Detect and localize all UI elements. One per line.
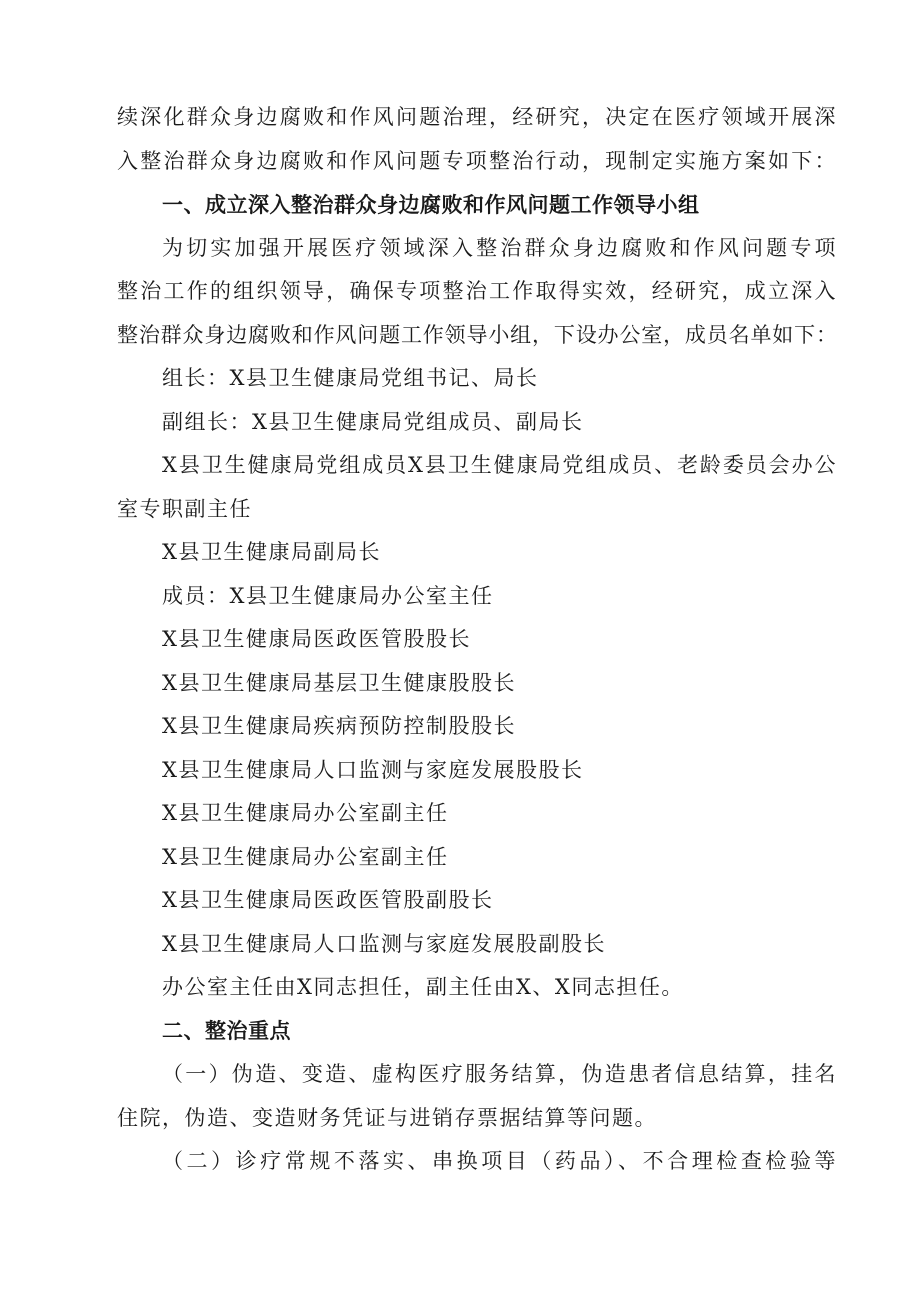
list-item-member: X县卫生健康局人口监测与家庭发展股副股长 (162, 932, 606, 956)
body-text-line: 续深化群众身边腐败和作风问题治理，经研究，决定在医疗领域开展深 (117, 105, 837, 129)
section-heading-1: 一、成立深入整治群众身边腐败和作风问题工作领导小组 (162, 193, 700, 217)
list-item-member: X县卫生健康局副局长 (162, 540, 381, 564)
list-item-member: X县卫生健康局基层卫生健康股股长 (162, 671, 516, 695)
body-text-line: （一）伪造、变造、虚构医疗服务结算，伪造患者信息结算，挂名 (162, 1062, 837, 1086)
body-text-line: （二）诊疗常规不落实、串换项目（药品）、不合理检查检验等 (162, 1149, 837, 1173)
list-item-leader: 组长：X县卫生健康局党组书记、局长 (162, 366, 539, 390)
list-item-members-start: 成员：X县卫生健康局办公室主任 (162, 584, 494, 608)
body-text-line: 住院，伪造、变造财务凭证与进销存票据结算等问题。 (117, 1106, 657, 1130)
list-item-member: X县卫生健康局办公室副主任 (162, 845, 449, 869)
body-text-line: 为切实加强开展医疗领域深入整治群众身边腐败和作风问题专项 (162, 236, 837, 260)
list-item-member-continued: 室专职副主任 (117, 497, 252, 521)
list-item-deputy-leader: 副组长：X县卫生健康局党组成员、副局长 (162, 410, 584, 434)
list-item-member: X县卫生健康局医政医管股副股长 (162, 888, 494, 912)
body-text-line: 入整治群众身边腐败和作风问题专项整治行动，现制定实施方案如下： (117, 149, 837, 173)
office-assignment-text: 办公室主任由X同志担任，副主任由X、X同志担任。 (162, 975, 684, 999)
list-item-member: X县卫生健康局党组成员X县卫生健康局党组成员、老龄委员会办公 (162, 453, 837, 477)
list-item-member: X县卫生健康局医政医管股股长 (162, 627, 471, 651)
section-heading-2: 二、整治重点 (162, 1019, 291, 1043)
list-item-member: X县卫生健康局办公室副主任 (162, 801, 449, 825)
body-text-line: 整治工作的组织领导，确保专项整治工作取得实效，经研究，成立深入 (117, 279, 837, 303)
list-item-member: X县卫生健康局疾病预防控制股股长 (162, 714, 516, 738)
list-item-member: X县卫生健康局人口监测与家庭发展股股长 (162, 758, 584, 782)
body-text-line: 整治群众身边腐败和作风问题工作领导小组，下设办公室，成员名单如下： (117, 323, 837, 347)
